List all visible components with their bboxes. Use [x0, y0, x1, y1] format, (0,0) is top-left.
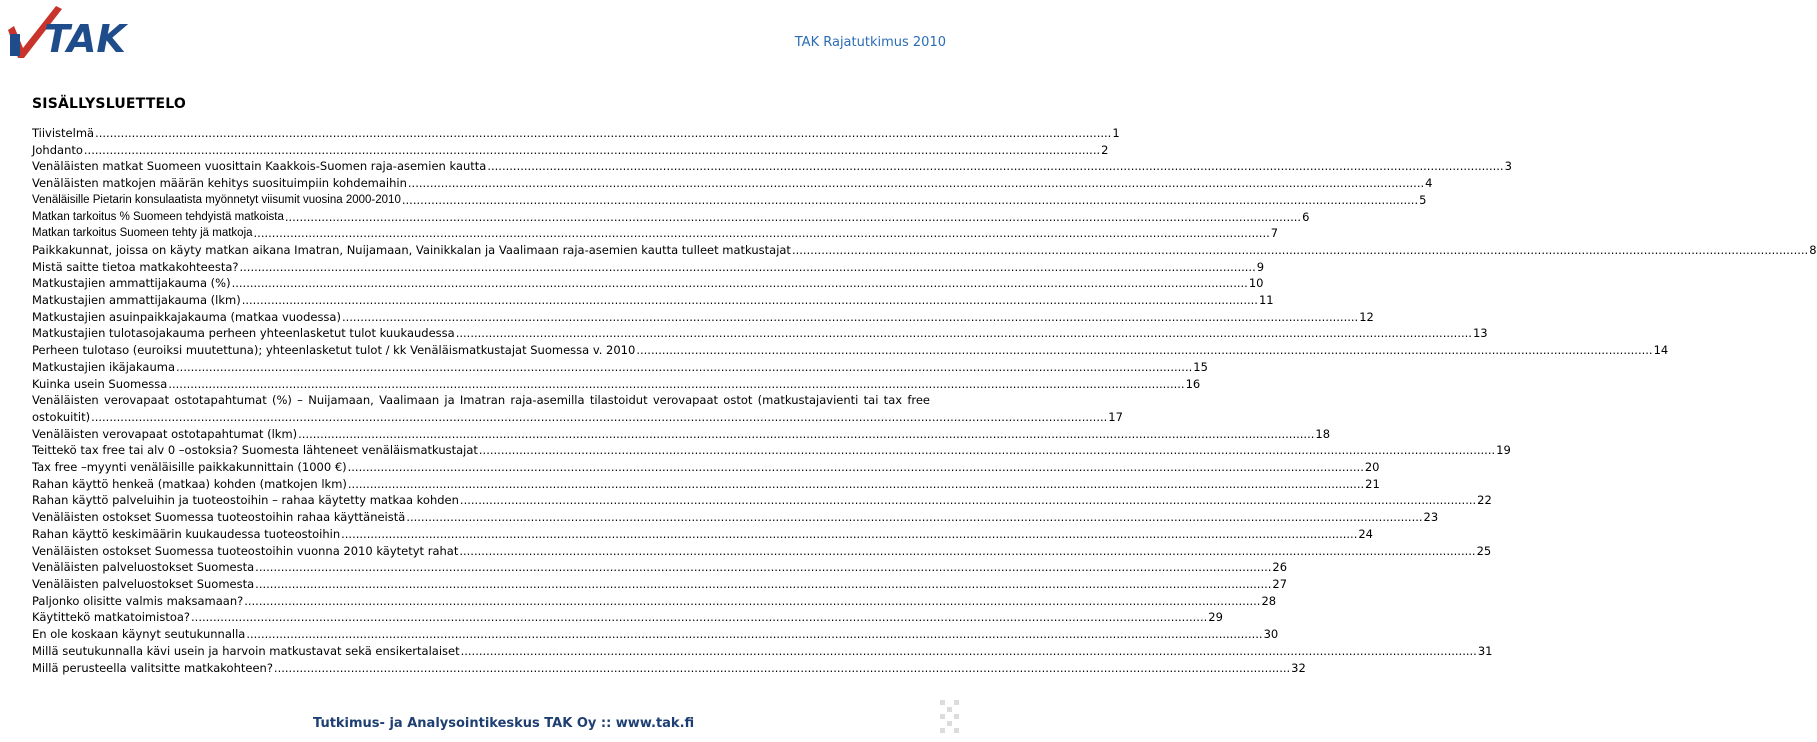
toc-entry[interactable] [32, 158, 1512, 175]
toc-entry-title: Johdanto [32, 142, 83, 157]
toc-entry[interactable] [32, 209, 1310, 226]
toc-leader-dots [84, 142, 1100, 159]
toc-page-number: 5 [1419, 192, 1427, 207]
toc-leader-dots [255, 559, 1271, 576]
toc-page-number: 27 [1272, 576, 1288, 591]
toc-page-number: 8 [1809, 242, 1817, 257]
toc-page-number: 29 [1208, 610, 1223, 625]
toc-leader-dots [246, 626, 1262, 643]
toc-entry-title: Venäläisten palveluostokset Suomesta [32, 576, 255, 591]
toc-page-number: 26 [1272, 560, 1288, 575]
toc-page-number: 14 [1653, 343, 1669, 358]
toc-leader-dots [342, 309, 1358, 326]
toc-leader-dots [95, 125, 1111, 142]
toc-page-number: 20 [1364, 460, 1380, 475]
toc-leader-dots [176, 359, 1192, 376]
toc-page-number: 16 [1185, 376, 1201, 391]
toc-leader-dots [479, 442, 1495, 459]
toc-entry-title: Venäläisten palveluostokset Suomesta [32, 560, 255, 575]
toc-entry[interactable] [32, 125, 1120, 142]
toc-entry-title: Rahan käyttö palveluihin ja tuoteostoihin – rahaa käytetty matkaa kohden [32, 493, 459, 508]
toc-entry-title: Venäläisille Pietarin konsulaatista myönnetyt viisumit vuosina 2000-2010 [32, 193, 401, 206]
toc-entry-title: Mistä saitte tietoa matkakohteesta? [32, 259, 239, 274]
toc-entry-title: Matkustajien ammattijakauma (%) [32, 276, 231, 291]
toc-entry[interactable] [32, 175, 1433, 192]
toc-page-number: 28 [1261, 593, 1277, 608]
toc-page-number: 23 [1423, 510, 1439, 525]
toc-page-number: 31 [1477, 643, 1493, 658]
toc-entry[interactable] [32, 259, 1265, 276]
toc-page-number: 21 [1365, 476, 1380, 491]
logo-text: TAK [44, 17, 126, 61]
toc-page-number: 9 [1256, 259, 1265, 274]
toc-page-number: 18 [1315, 426, 1331, 441]
toc-entry[interactable] [32, 459, 1380, 476]
toc-entry-title: Matkustajien ammattijakauma (lkm) [32, 293, 241, 308]
toc-entry-title: Matkan tarkoitus Suomeen tehty jä matkoja [32, 227, 253, 240]
table-of-contents [32, 125, 1817, 676]
toc-entry[interactable] [32, 492, 1492, 509]
toc-leader-dots [461, 643, 1477, 660]
toc-page-number: 10 [1248, 276, 1264, 291]
toc-entry[interactable] [32, 476, 1380, 493]
toc-leader-dots [348, 476, 1364, 493]
toc-entry-title: Teittekö tax free tai alv 0 –ostoksia? Suomesta lähteneet venäläismatkustajat [32, 443, 478, 458]
header-title: TAK Rajatutkimus 2010 [794, 35, 946, 50]
toc-leader-dots [239, 259, 1255, 276]
toc-leader-dots [91, 409, 1107, 426]
toc-leader-dots [460, 492, 1476, 509]
toc-leader-dots [406, 509, 1422, 526]
toc-entry-title: Venäläisten matkat Suomeen vuosittain Kaakkois-Suomen raja-asemien kautta [32, 159, 487, 174]
toc-leader-dots [402, 192, 1418, 209]
toc-leader-dots [168, 376, 1184, 393]
toc-entry[interactable] [32, 242, 1817, 259]
toc-entry[interactable] [32, 576, 1288, 593]
toc-entry[interactable] [32, 660, 1306, 677]
toc-entry-title: Venäläisten verovapaat ostotapahtumat (lkm) [32, 426, 298, 441]
toc-leader-dots [254, 225, 1270, 242]
toc-entry-title: Venäläisten ostokset Suomessa tuoteostoihin rahaa käyttäneistä [32, 510, 406, 525]
toc-entry[interactable] [32, 509, 1439, 526]
toc-leader-dots [459, 543, 1475, 560]
toc-page-number: 2 [1101, 142, 1109, 157]
toc-page-number: 3 [1504, 159, 1512, 174]
toc-leader-dots [487, 158, 1503, 175]
toc-page-number: 15 [1193, 359, 1208, 374]
tak-logo [6, 4, 142, 62]
toc-entry-title: Matkustajien asuinpaikkajakauma (matkaa vuodessa) [32, 309, 341, 324]
toc-leader-dots [244, 593, 1260, 610]
toc-entry[interactable] [32, 325, 1488, 342]
toc-entry[interactable] [32, 292, 1274, 309]
toc-entry[interactable] [32, 643, 1493, 660]
toc-page-number: 11 [1258, 293, 1274, 308]
toc-entry-title: En ole koskaan käynyt seutukunnalla [32, 627, 246, 642]
toc-leader-dots [285, 209, 1301, 226]
toc-page-number: 4 [1425, 176, 1433, 191]
toc-entry[interactable] [32, 609, 1223, 626]
toc-entry-title: Venäläisten matkojen määrän kehitys suosituimpiin kohdemaihin [32, 176, 407, 191]
toc-leader-dots [232, 275, 1248, 292]
toc-entry[interactable] [32, 142, 1109, 159]
toc-page-number: 12 [1359, 309, 1374, 324]
toc-entry[interactable] [32, 192, 1427, 209]
toc-entry-title: Matkan tarkoitus % Suomeen tehdyistä matkoista [32, 210, 284, 223]
toc-entry-title: Paikkakunnat, joissa on käyty matkan aikana Imatran, Nuijamaan, Vainikkalan ja Vaalimaan raja-asemien kautta tulleet matkustajat [32, 242, 791, 257]
toc-page-number: 30 [1263, 627, 1279, 642]
toc-entry[interactable] [32, 526, 1373, 543]
toc-leader-dots [255, 576, 1271, 593]
toc-leader-dots [636, 342, 1652, 359]
toc-entry[interactable] [32, 275, 1264, 292]
toc-entry[interactable] [32, 309, 1374, 326]
toc-entry-title: Kuinka usein Suomessa [32, 376, 168, 391]
toc-page-number: 32 [1291, 660, 1306, 675]
toc-leader-dots [408, 175, 1424, 192]
toc-entry-title: Perheen tulotaso (euroiksi muutettuna); yhteenlasketut tulot / kk Venäläismatkustajat Suomessa v. 2010 [32, 343, 636, 358]
toc-entry-title: Paljonko olisitte valmis maksamaan? [32, 593, 244, 608]
toc-leader-dots [298, 426, 1314, 443]
toc-entry-title: Tax free –myynti venäläisille paikkakunnittain (1000 €) [32, 460, 347, 475]
toc-entry-title: Venäläisten verovapaat ostotapahtumat (%) – Nuijamaan, Vaalimaan ja Imatran raja-asemilla tilastoidut verovapaat ostot (matkustajavienti tai tax free [32, 393, 930, 408]
toc-entry-title: Millä perusteella valitsitte matkakohteen? [32, 660, 273, 675]
toc-entry-title: Käytittekö matkatoimistoa? [32, 610, 191, 625]
toc-page-number: 17 [1108, 409, 1123, 424]
corner-decoration [940, 700, 960, 740]
toc-entry[interactable] [32, 626, 1279, 643]
toc-leader-dots [348, 459, 1364, 476]
toc-page-number: 1 [1112, 126, 1120, 140]
footer-text: Tutkimus- ja Analysointikeskus TAK Oy :: www.tak.fi [313, 716, 695, 731]
toc-page-number: 19 [1496, 443, 1511, 458]
toc-entry[interactable] [32, 225, 1279, 242]
toc-entry-title: Matkustajien ikäjakauma [32, 359, 176, 374]
toc-entry-title: Millä seutukunnalla kävi usein ja harvoin matkustavat sekä ensikertalaiset [32, 643, 460, 658]
toc-entry[interactable] [32, 559, 1288, 576]
toc-entry[interactable] [32, 593, 1277, 610]
toc-entry-title: Venäläisten ostokset Suomessa tuoteostoihin vuonna 2010 käytetyt rahat [32, 543, 459, 558]
toc-page-number: 7 [1270, 226, 1279, 241]
toc-heading: SISÄLLYSLUETTELO [32, 96, 186, 112]
toc-page-number: 25 [1476, 543, 1492, 558]
toc-entry[interactable] [32, 426, 1331, 443]
toc-page-number: 6 [1302, 209, 1310, 224]
toc-entry-title-continued: ostokuitit) [32, 409, 91, 424]
toc-entry-title: Rahan käyttö henkeä (matkaa) kohden (matkojen lkm) [32, 476, 347, 491]
toc-leader-dots [341, 526, 1357, 543]
toc-page-number: 13 [1472, 326, 1488, 341]
toc-entry[interactable] [32, 392, 1123, 425]
toc-leader-dots [274, 660, 1290, 677]
toc-entry[interactable] [32, 442, 1511, 459]
toc-leader-dots [242, 292, 1258, 309]
toc-page-number: 24 [1358, 526, 1373, 541]
toc-entry-title: Matkustajien tulotasojakauma perheen yhteenlasketut tulot kuukaudessa [32, 326, 455, 341]
toc-leader-dots [191, 609, 1207, 626]
toc-entry[interactable] [32, 342, 1669, 359]
toc-page-number: 22 [1477, 493, 1492, 508]
toc-entry-title: Tiivistelmä [32, 126, 95, 140]
toc-entry-title: Rahan käyttö keskimäärin kuukaudessa tuoteostoihin [32, 526, 341, 541]
toc-entry[interactable] [32, 376, 1201, 393]
toc-leader-dots [792, 242, 1808, 259]
toc-entry[interactable] [32, 359, 1208, 376]
toc-leader-dots [456, 325, 1472, 342]
toc-entry[interactable] [32, 543, 1492, 560]
